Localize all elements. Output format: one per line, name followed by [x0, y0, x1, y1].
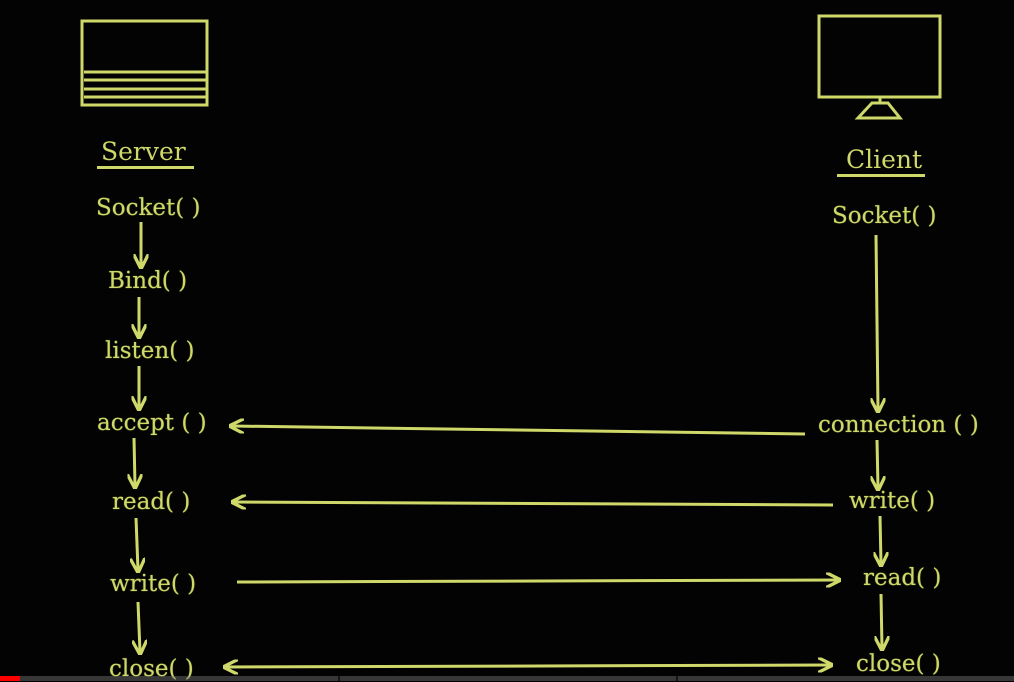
server-flow-arrow: [134, 438, 135, 486]
client-step-close: close( ): [856, 651, 941, 677]
server-flow-arrow: [136, 518, 138, 570]
client-title-underline: [837, 174, 925, 177]
server-step-listen: listen( ): [105, 338, 195, 364]
server-step-socket: Socket( ): [96, 195, 201, 221]
client-flow-arrow: [880, 516, 881, 564]
server-step-read: read( ): [112, 489, 191, 515]
client-step-connection: connection ( ): [818, 412, 979, 438]
server-step-write: write( ): [110, 571, 197, 597]
server-icon: [82, 21, 207, 105]
client-flow-arrow: [877, 440, 878, 488]
client-step-read: read( ): [863, 565, 942, 591]
chapter-marker: [676, 676, 678, 681]
message-arrow-write-to-read: [234, 502, 833, 505]
server-step-close: close( ): [109, 656, 194, 682]
server-title-underline: [97, 166, 194, 169]
message-arrow-write-to-read-client: [237, 580, 838, 582]
video-progress-fill: [0, 676, 20, 681]
message-arrow-close-close: [226, 665, 830, 667]
message-arrow-connection-to-accept: [232, 426, 805, 434]
client-title: Client: [846, 145, 923, 174]
chapter-marker: [338, 676, 340, 681]
client-step-write: write( ): [849, 488, 936, 514]
server-step-bind: Bind( ): [108, 268, 188, 294]
client-flow-arrow: [876, 235, 878, 410]
client-flow-arrow: [881, 594, 882, 648]
server-step-accept: accept ( ): [97, 410, 207, 436]
server-flow-arrow: [138, 602, 140, 652]
monitor-icon: [819, 16, 940, 118]
video-progress-bar[interactable]: [0, 676, 1014, 681]
message-arrows: [226, 426, 838, 667]
server-title: Server: [101, 137, 186, 166]
client-step-socket: Socket( ): [832, 203, 937, 229]
